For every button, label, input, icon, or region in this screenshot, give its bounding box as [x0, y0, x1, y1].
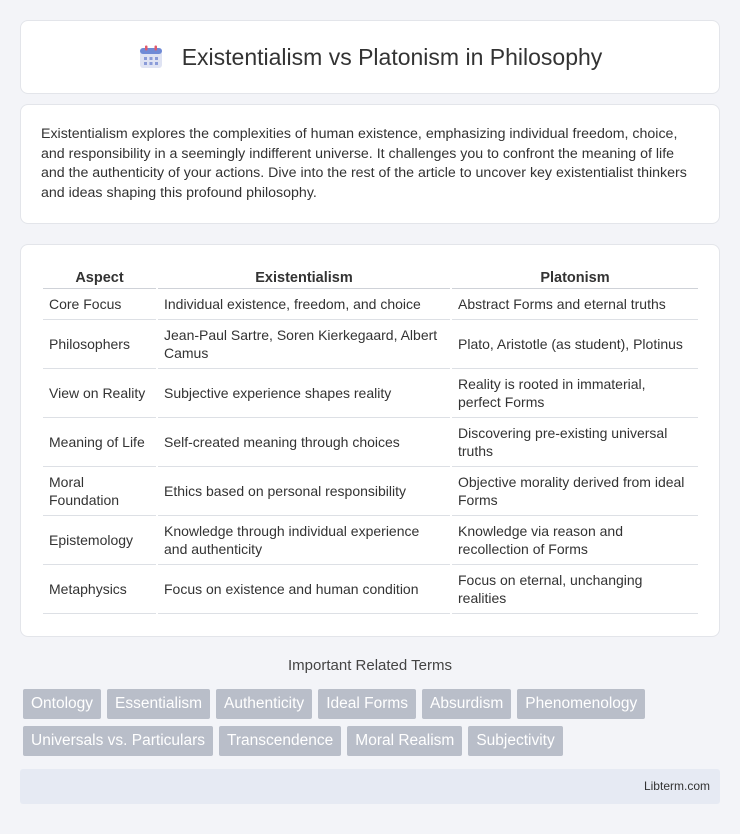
- table-row: [43, 418, 698, 467]
- header-aspect: Aspect: [43, 267, 156, 289]
- tag-absurdism[interactable]: Absurdism: [422, 689, 511, 719]
- table-row: [43, 369, 698, 418]
- cell-existentialism: Individual existence, freedom, and choice: [158, 289, 450, 320]
- cell-existentialism: Jean-Paul Sartre, Soren Kierkegaard, Albert Camus: [158, 320, 450, 369]
- footer-brand-link[interactable]: Libterm.com: [643, 779, 710, 793]
- related-terms-tags: [23, 689, 723, 756]
- tag-authenticity[interactable]: Authenticity: [216, 689, 312, 719]
- table-header-row: [43, 267, 698, 289]
- cell-aspect: Epistemology: [43, 516, 156, 565]
- page-title: Existentialism vs Platonism in Philosophy: [181, 43, 603, 70]
- table-row: [43, 289, 698, 320]
- related-terms-title: Important Related Terms: [288, 657, 452, 674]
- table-row: [43, 320, 698, 369]
- cell-aspect: Moral Foundation: [43, 467, 156, 516]
- tag-moral-realism[interactable]: Moral Realism: [347, 726, 462, 756]
- table-row: [43, 516, 698, 565]
- cell-platonism: Reality is rooted in immaterial, perfect Forms: [452, 369, 698, 418]
- title-wrap: [138, 44, 603, 71]
- tag-essentialism[interactable]: Essentialism: [107, 689, 210, 719]
- cell-platonism: Discovering pre-existing universal truths: [452, 418, 698, 467]
- cell-aspect: Metaphysics: [43, 565, 156, 614]
- footer: [20, 769, 720, 804]
- cell-existentialism: Subjective experience shapes reality: [158, 369, 450, 418]
- cell-existentialism: Knowledge through individual experience and authenticity: [158, 516, 450, 565]
- tag-ontology[interactable]: Ontology: [23, 689, 101, 719]
- tag-universals-vs-particulars[interactable]: Universals vs. Particulars: [23, 726, 213, 756]
- cell-aspect: Core Focus: [43, 289, 156, 320]
- comparison-table: [41, 267, 700, 614]
- cell-platonism: Knowledge via reason and recollection of Forms: [452, 516, 698, 565]
- calendar-icon: [138, 44, 164, 70]
- cell-platonism: Objective morality derived from ideal Forms: [452, 467, 698, 516]
- comparison-table-card: [20, 244, 720, 637]
- table-row: [43, 467, 698, 516]
- intro-text: Existentialism explores the complexities of human existence, emphasizing individual freedom, choice, and responsibility in a seemingly indifferent universe. It challenges you to confront the meaning of life and the authenticity of your actions. Dive into the rest of the article to uncover key existentialist thinkers and ideas shaping this profound philosophy.: [41, 126, 687, 201]
- cell-platonism: Plato, Aristotle (as student), Plotinus: [452, 320, 698, 369]
- header-card: [20, 20, 720, 94]
- cell-existentialism: Self-created meaning through choices: [158, 418, 450, 467]
- tag-ideal-forms[interactable]: Ideal Forms: [318, 689, 416, 719]
- cell-existentialism: Ethics based on personal responsibility: [158, 467, 450, 516]
- cell-aspect: Philosophers: [43, 320, 156, 369]
- cell-existentialism: Focus on existence and human condition: [158, 565, 450, 614]
- table-row: [43, 565, 698, 614]
- cell-platonism: Focus on eternal, unchanging realities: [452, 565, 698, 614]
- tag-phenomenology[interactable]: Phenomenology: [517, 689, 645, 719]
- cell-aspect: Meaning of Life: [43, 418, 156, 467]
- header-existentialism: Existentialism: [158, 267, 450, 289]
- intro-card: [20, 104, 720, 224]
- cell-aspect: View on Reality: [43, 369, 156, 418]
- tag-subjectivity[interactable]: Subjectivity: [468, 726, 562, 756]
- tag-transcendence[interactable]: Transcendence: [219, 726, 341, 756]
- cell-platonism: Abstract Forms and eternal truths: [452, 289, 698, 320]
- header-platonism: Platonism: [452, 267, 698, 289]
